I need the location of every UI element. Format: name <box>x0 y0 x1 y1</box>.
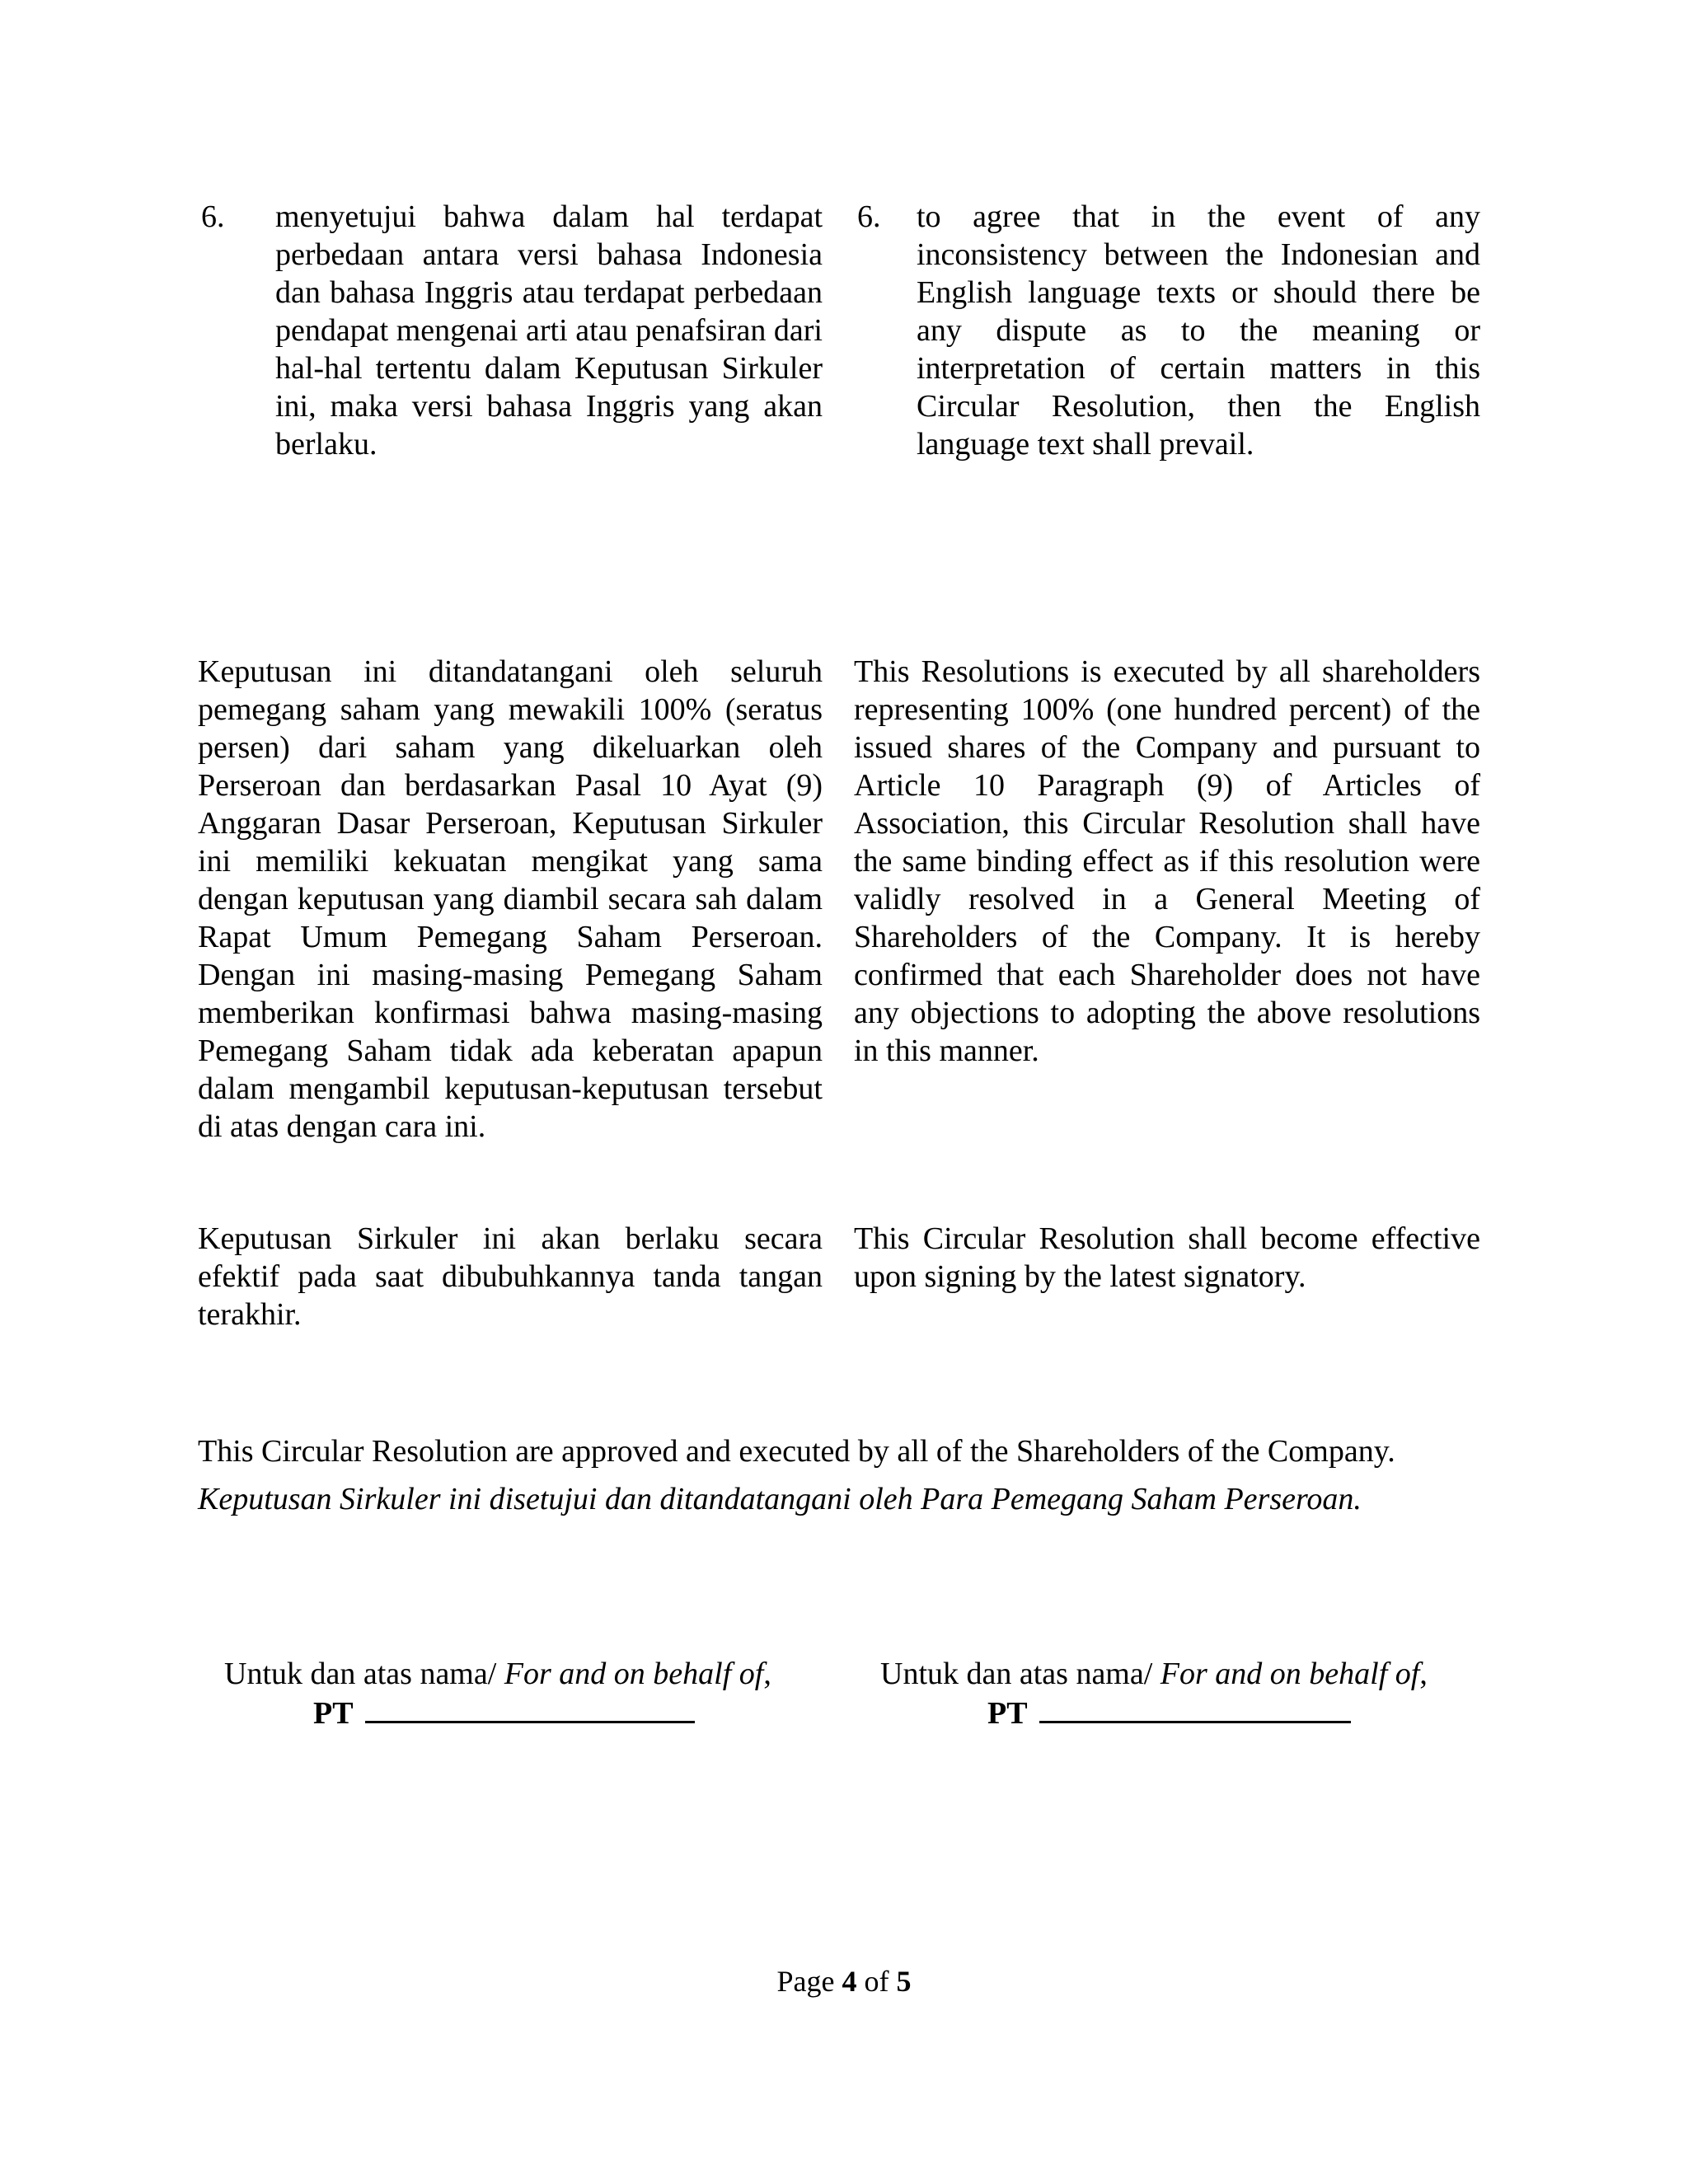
company-name-blank <box>365 1693 695 1723</box>
effective-paragraph-indonesian: Keputusan Sirkuler ini akan berlaku secara efektif pada saat dibubuhkannya tanda tangan terakhir. <box>198 1221 823 1332</box>
signature-block-left <box>224 1655 801 1732</box>
effective-paragraph-english: This Circular Resolution shall become effective upon signing by the latest signatory. <box>854 1221 1480 1294</box>
signature-heading-italic: For and on behalf of <box>504 1657 764 1691</box>
item6-indonesian-text: menyetujui bahwa dalam hal terdapat perbedaan antara versi bahasa Indonesia dan bahasa Inggris atau terdapat perbedaan pendapat mengenai arti atau penafsiran dari hal-hal tertentu dalam Keputusan Sirkuler ini, maka versi bahasa Inggris yang akan berlaku. <box>275 199 823 462</box>
page-footer <box>0 1963 1688 1999</box>
current-page-number: 4 <box>842 1965 857 1998</box>
company-prefix: PT <box>313 1696 354 1731</box>
item-number-left: 6. <box>201 199 225 234</box>
item6-english-text: to agree that in the event of any inconsistency between the Indonesian and English language texts or should there be any dispute as to the meaning or interpretation of certain matters in this Circular Resolution, then the English language text shall prevail. <box>917 199 1480 462</box>
company-name-line <box>224 1693 801 1732</box>
signature-heading <box>880 1655 1457 1693</box>
execution-paragraph-english: This Resolutions is executed by all shareholders representing 100% (one hundred percent) of the issued shares of the Company and pursuant to Article 10 Paragraph (9) of Articles of Association, this Circular Resolution shall have the same binding effect as if this resolution were validly resolved in a General Meeting of Shareholders of the Company. It is hereby confirmed that each Shareholder does not have any objections to adopting the above resolutions in this manner. <box>854 654 1480 1068</box>
company-name-blank <box>1039 1693 1351 1723</box>
total-pages-number: 5 <box>896 1965 912 1998</box>
page-word: Page <box>776 1965 835 1998</box>
approval-statement-english: This Circular Resolution are approved and executed by all of the Shareholders of the Company. <box>198 1434 1395 1469</box>
execution-paragraph-indonesian: Keputusan ini ditandatangani oleh seluruh pemegang saham yang mewakili 100% (seratus persen) dari saham yang dikeluarkan oleh Perseroan dan berdasarkan Pasal 10 Ayat (9) Anggaran Dasar Perseroan, Keputusan Sirkuler ini memiliki kekuatan mengikat yang sama dengan keputusan yang diambil secara sah dalam Rapat Umum Pemegang Saham Perseroan. Dengan ini masing-masing Pemegang Saham memberikan konfirmasi bahwa masing-masing Pemegang Saham tidak ada keberatan apapun dalam mengambil keputusan-keputusan tersebut di atas dengan cara ini. <box>198 654 823 1144</box>
of-word: of <box>864 1965 889 1998</box>
signature-heading-regular: Untuk dan atas nama/ <box>880 1657 1160 1691</box>
signature-heading <box>224 1655 801 1693</box>
signature-heading-end: , <box>763 1657 771 1691</box>
signature-heading-regular: Untuk dan atas nama/ <box>224 1657 504 1691</box>
signature-block-right <box>880 1655 1457 1732</box>
item-number-right: 6. <box>857 199 881 234</box>
approval-statement-indonesian: Keputusan Sirkuler ini disetujui dan ditandatangani oleh Para Pemegang Saham Perseroan. <box>198 1482 1362 1516</box>
company-name-line <box>880 1693 1457 1732</box>
company-prefix: PT <box>987 1696 1028 1731</box>
signature-heading-end: , <box>1419 1657 1428 1691</box>
signature-heading-italic: For and on behalf of <box>1160 1657 1420 1691</box>
